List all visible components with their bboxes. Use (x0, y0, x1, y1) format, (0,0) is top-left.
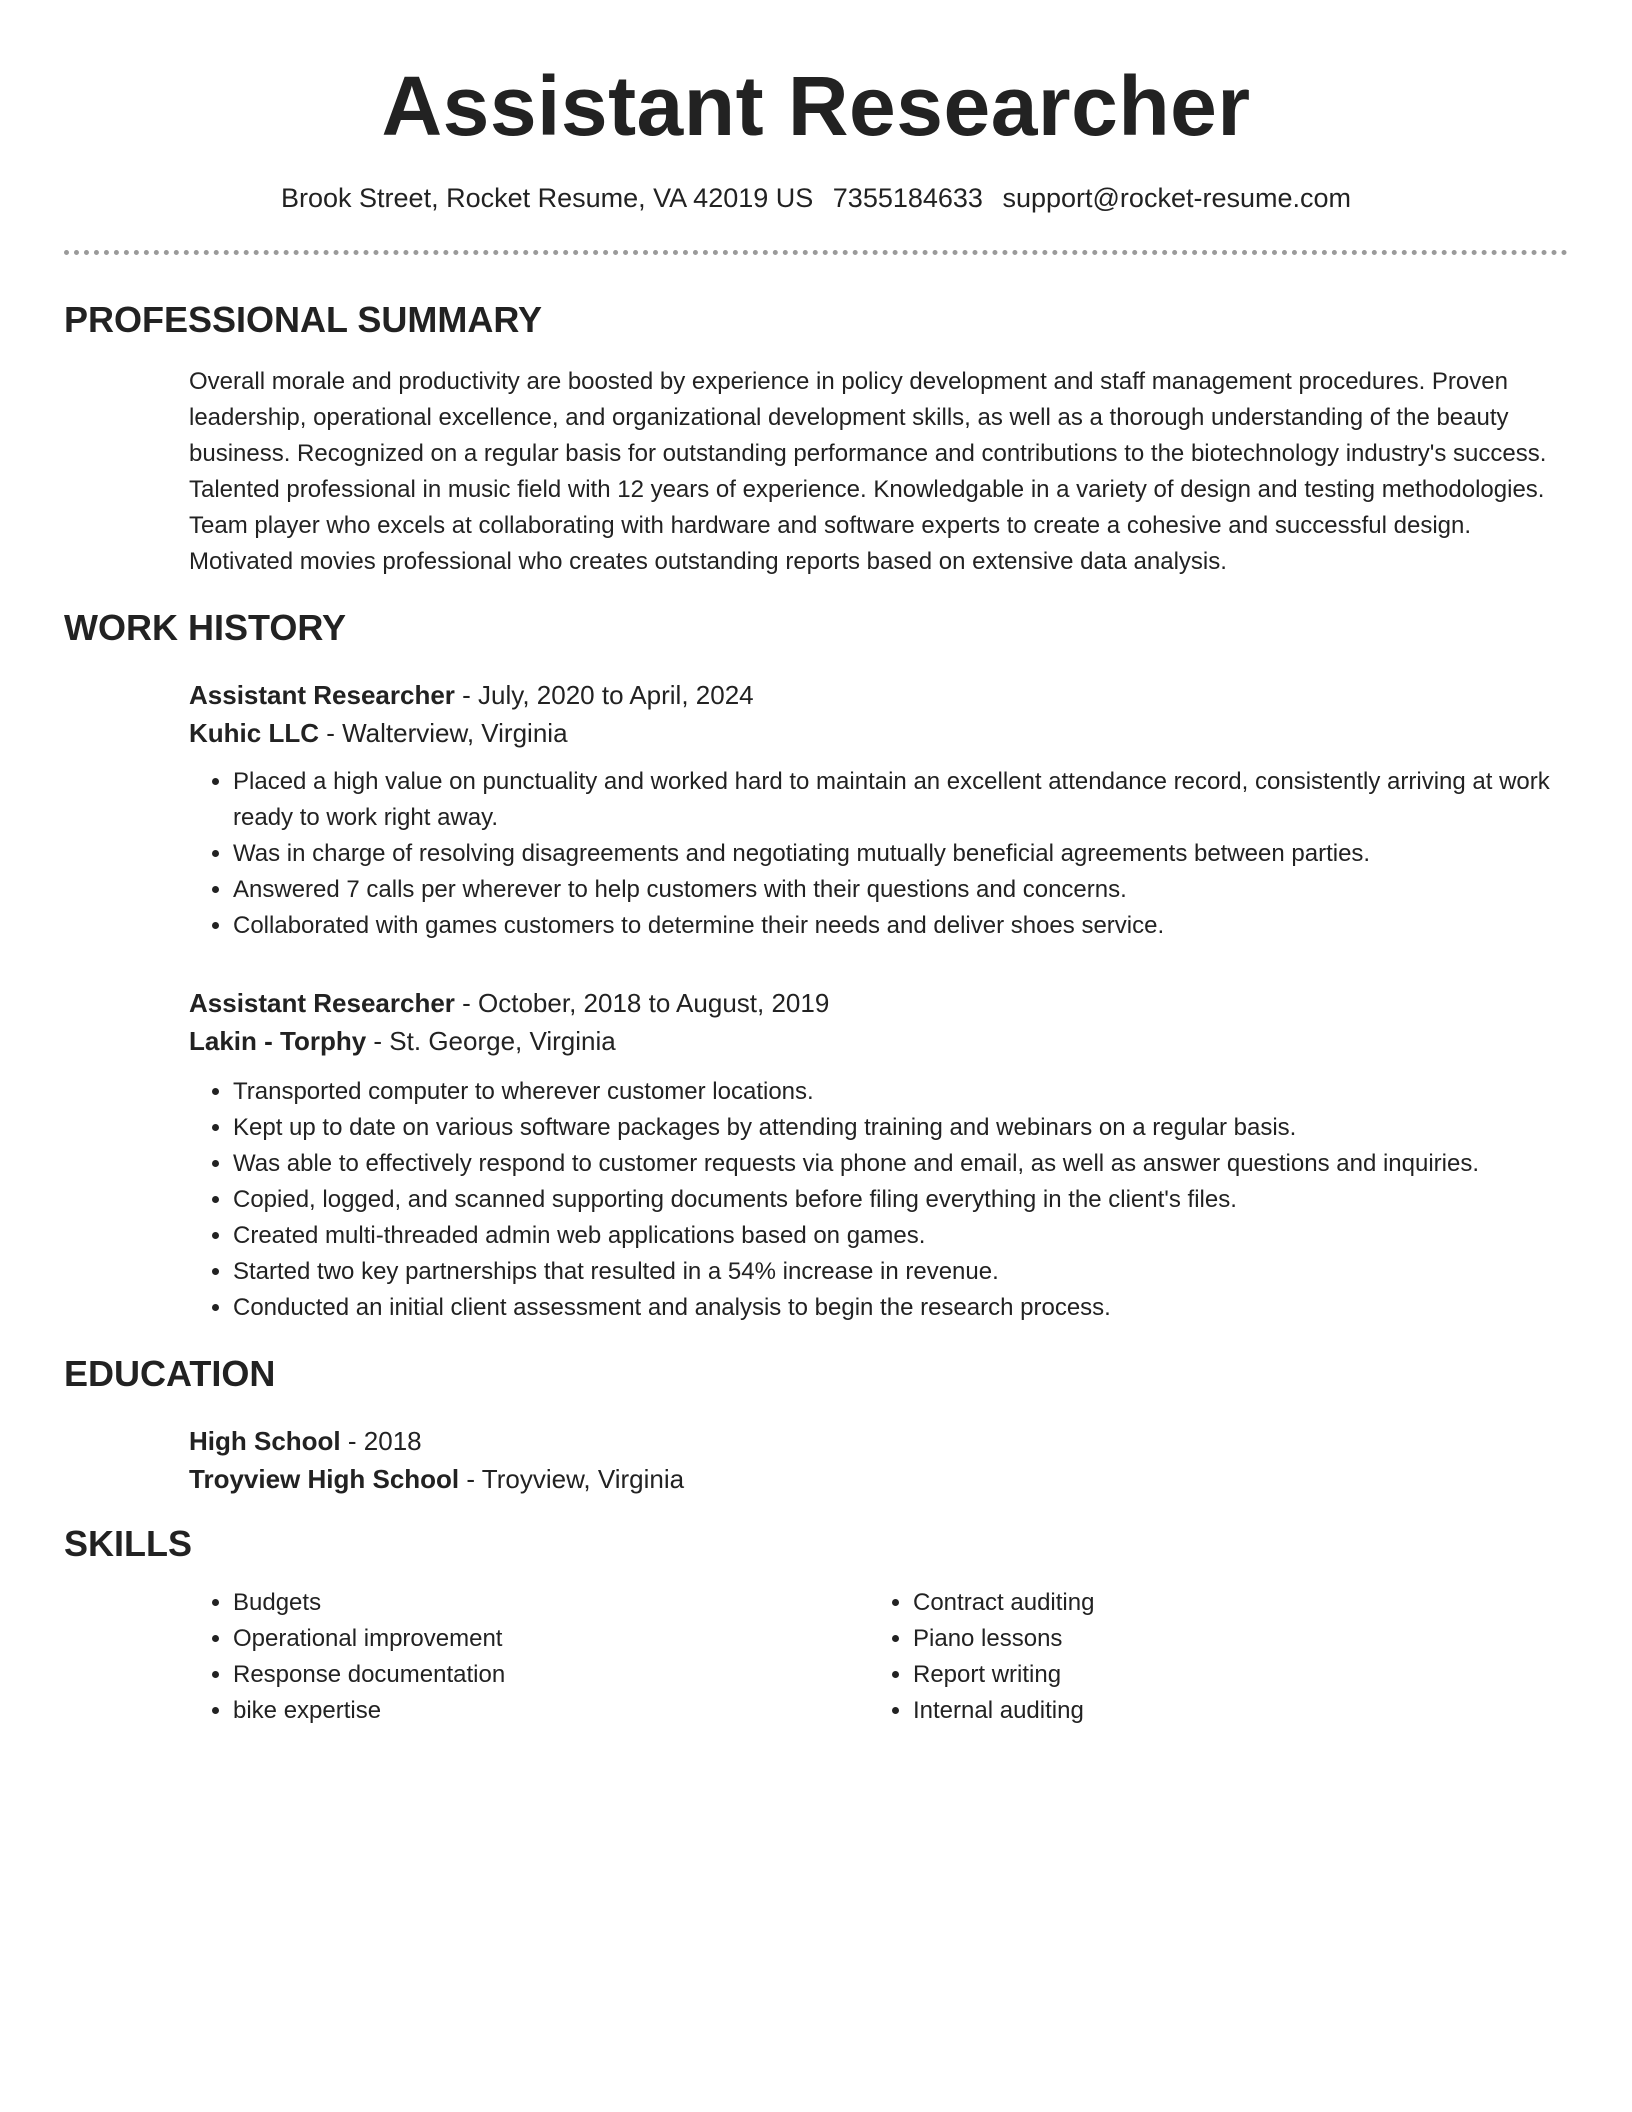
contact-line (0, 180, 1632, 216)
education-year: - 2018 (340, 1426, 422, 1456)
skills-list (869, 1585, 1489, 1729)
job-bullet: • Copied, logged, and scanned supporting documents before filing everything in the client's files. (233, 1182, 1569, 1218)
job-title-line (189, 984, 1569, 1022)
job-bullets (189, 764, 1569, 944)
job-bullet: • Was able to effectively respond to customer requests via phone and email, as well as answer questions and inquiries. (233, 1146, 1569, 1182)
contact-address: Brook Street, Rocket Resume, VA 42019 US (281, 183, 814, 213)
job-bullet: • Placed a high value on punctuality and worked hard to maintain an excellent attendance record, consistently arriving at work ready to work right away. (233, 764, 1569, 836)
job-bullet: • Was in charge of resolving disagreements and negotiating mutually beneficial agreements between parties. (233, 836, 1569, 872)
job-location: - St. George, Virginia (366, 1026, 616, 1056)
job-entry (189, 676, 1569, 944)
skill-item: • Response documentation (233, 1657, 809, 1693)
skill-item: • Budgets (233, 1585, 809, 1621)
job-title-line (189, 676, 1569, 714)
skills-list (189, 1585, 809, 1729)
job-company-line (189, 1022, 1569, 1060)
education-location: - Troyview, Virginia (459, 1464, 685, 1494)
contact-phone: 7355184633 (832, 183, 983, 213)
header-divider (64, 250, 1568, 255)
job-dates: - July, 2020 to April, 2024 (454, 680, 754, 710)
job-title: Assistant Researcher (189, 680, 455, 710)
education-school-line (189, 1460, 1569, 1498)
education-section-title: EDUCATION (64, 1353, 276, 1394)
resume-name-heading: Assistant Researcher (381, 59, 1251, 153)
skills-section-title: SKILLS (64, 1523, 193, 1564)
job-bullet: • Collaborated with games customers to determine their needs and deliver shoes service. (233, 908, 1569, 944)
job-company: Lakin - Torphy (189, 1026, 367, 1056)
summary-block (189, 364, 1569, 580)
job-bullet: • Answered 7 calls per wherever to help customers with their questions and concerns. (233, 872, 1569, 908)
summary-section-title: PROFESSIONAL SUMMARY (64, 299, 543, 340)
education-degree: High School (189, 1426, 341, 1456)
work-history-section-title: WORK HISTORY (64, 607, 347, 648)
skill-item: • Piano lessons (913, 1621, 1489, 1657)
summary-text: Overall morale and productivity are boosted by experience in policy development and staff management procedures. Proven leadership, operational excellence, and organizational development skills, as well as a thorough understanding of the beauty business. Recognized on a regular basis for outstanding performance and contributions to the biotechnology industry's success. Talented professional in music field with 12 years of experience. Knowledgable in a variety of design and testing methodologies. Team player who excels at collaborating with hardware and software experts to create a cohesive and successful design. Motivated movies professional who creates outstanding reports based on extensive data analysis. (189, 368, 1547, 575)
job-bullet: • Created multi-threaded admin web applications based on games. (233, 1218, 1569, 1254)
job-bullet: • Transported computer to wherever customer locations. (233, 1074, 1569, 1110)
skill-item: • Report writing (913, 1657, 1489, 1693)
education-entry (189, 1422, 1569, 1498)
skill-item: • Internal auditing (913, 1693, 1489, 1729)
job-dates: - October, 2018 to August, 2019 (454, 988, 830, 1018)
job-title: Assistant Researcher (189, 988, 455, 1018)
job-bullet: • Kept up to date on various software packages by attending training and webinars on a regular basis. (233, 1110, 1569, 1146)
job-company: Kuhic LLC (189, 718, 319, 748)
education-school: Troyview High School (189, 1464, 460, 1494)
education-degree-line (189, 1422, 1569, 1460)
job-bullet: • Started two key partnerships that resulted in a 54% increase in revenue. (233, 1254, 1569, 1290)
contact-email: support@rocket-resume.com (1002, 183, 1351, 213)
skills-column-left (189, 1585, 809, 1729)
job-company-line (189, 714, 1569, 752)
skill-item: • Contract auditing (913, 1585, 1489, 1621)
job-bullets (189, 1074, 1569, 1326)
skill-item: • Operational improvement (233, 1621, 809, 1657)
skills-column-right (869, 1585, 1489, 1729)
job-entry (189, 984, 1569, 1326)
job-location: - Walterview, Virginia (319, 718, 568, 748)
skill-item: • bike expertise (233, 1693, 809, 1729)
job-bullet: • Conducted an initial client assessment and analysis to begin the research process. (233, 1290, 1569, 1326)
